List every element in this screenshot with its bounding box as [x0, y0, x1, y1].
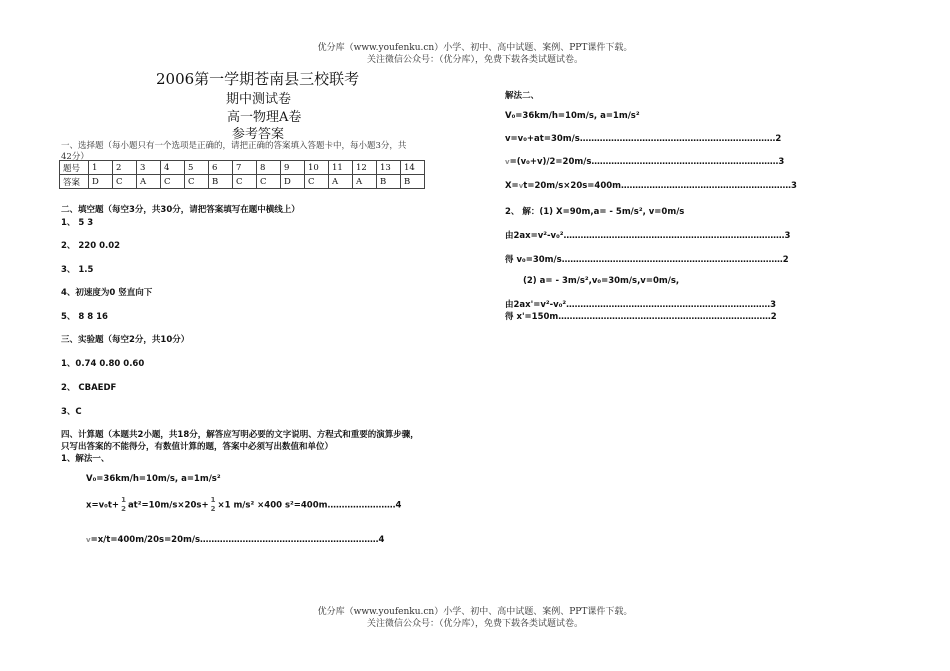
table-cell: C [257, 175, 281, 189]
table-cell: 11 [329, 161, 353, 175]
table-cell: 3 [137, 161, 161, 175]
section4-heading-a: 四、计算题（本题共2小题，共18分，解答应写明必要的文字说明、方程式和重要的演算步骤， [61, 430, 419, 440]
method2-line-3 [505, 157, 784, 167]
table-cell: C [233, 175, 257, 189]
table-cell: A [329, 175, 353, 189]
doc-answer-key-label: 参考答案 [232, 127, 285, 142]
lab-answer-1: 1、0.74 0.80 0.60 [61, 359, 145, 369]
method2-line-4-part-a: X= [505, 181, 519, 191]
doc-title: 2006第一学期苍南县三校联考 [156, 70, 360, 88]
header-line-1: 优分库（www.youfenku.cn）小学、初中、高中试题、案例、PPT课件下载。 [317, 43, 633, 53]
table-cell: 1 [89, 161, 113, 175]
table-cell: C [161, 175, 185, 189]
fraction-denominator: 2 [210, 505, 216, 513]
table-cell: A [353, 175, 377, 189]
lab-answer-3: 3、C [61, 407, 82, 417]
table-cell: 13 [377, 161, 401, 175]
v-bar-symbol: v [505, 158, 510, 166]
table-cell: D [89, 175, 113, 189]
fill-answer-2: 2、 220 0.02 [61, 241, 121, 251]
lab-answer-2: 2、 CBAEDF [61, 383, 117, 393]
problem2-given: 2、 解：(1) X=90m,a= - 5m/s², v=0m/s [505, 207, 685, 217]
method2-line-4-part-b: t=20m/s×20s=400m……………………………………………………3 [523, 181, 797, 191]
table-cell: 6 [209, 161, 233, 175]
table-cell: B [401, 175, 425, 189]
method2-line-3-text: =(v₀+v)/2=20m/s…………………………………………………………3 [509, 157, 785, 167]
table-cell: 9 [281, 161, 305, 175]
fill-answer-3: 3、 1.5 [61, 265, 94, 275]
section1-text-a: 一、选择题（每小题只有一个选项是正确的，请把正确的答案填入答题卡中，每小题3分，共 [61, 141, 407, 151]
footer-line-1: 优分库（www.youfenku.cn）小学、初中、高中试题、案例、PPT课件下载。 [317, 607, 633, 617]
method1-line-3 [86, 535, 384, 545]
table-cell: 2 [113, 161, 137, 175]
v-bar-symbol: v [518, 182, 524, 190]
problem2-eq-2: 由2ax'=v²-v₀²………………………………………………………………3 [505, 300, 777, 310]
fraction-half [121, 496, 126, 514]
problem2-result-2: 得 x'=150m…………………………………………………………………2 [505, 312, 777, 322]
fill-answer-1: 1、 5 3 [61, 218, 94, 228]
section4-heading-b: 只写出答案的不能得分，有数值计算的题，答案中必须写出数值和单位） [61, 442, 334, 452]
fraction-denominator: 2 [121, 505, 126, 513]
table-cell: 5 [185, 161, 209, 175]
fill-answer-4: 4、初速度为0 竖直向下 [61, 288, 153, 298]
table-cell: D [281, 175, 305, 189]
method2-line-1: V₀=36km/h=10m/s, a=1m/s² [505, 111, 640, 121]
table-row-label: 答案 [60, 175, 89, 189]
table-row [60, 161, 425, 175]
method1-line-2-part-b: at²=10m/s×20s+ [127, 500, 209, 511]
footer-line-2: 关注微信公众号：（优分库），免费下载各类试题试卷。 [366, 619, 583, 629]
table-cell: B [209, 175, 233, 189]
method1-line-2-part-c: ×1 m/s² ×400 s²=400m……………………4 [217, 500, 402, 511]
table-cell: C [113, 175, 137, 189]
answer-table [59, 160, 425, 189]
table-cell: C [185, 175, 209, 189]
table-cell: 4 [161, 161, 185, 175]
method1-line-2-part-a: x=v₀t+ [86, 500, 120, 511]
table-cell: C [305, 175, 329, 189]
problem2-result-1: 得 v₀=30m/s……………………………………………………………………2 [505, 255, 789, 265]
header-line-2: 关注微信公众号：（优分库），免费下载各类试题试卷。 [366, 55, 583, 65]
v-bar-symbol: v [86, 536, 91, 544]
table-cell: 8 [257, 161, 281, 175]
doc-subtitle: 期中测试卷 [226, 92, 292, 107]
method2-title: 解法二、 [505, 91, 540, 101]
table-cell: 14 [401, 161, 425, 175]
table-cell: 10 [305, 161, 329, 175]
fraction-numerator: 1 [210, 496, 216, 504]
table-cell: 12 [353, 161, 377, 175]
section3-heading: 三、实验题（每空2分，共10分） [61, 335, 190, 345]
method1-line-2 [86, 496, 401, 514]
section1-text-b: 42分） [61, 152, 89, 162]
table-cell: B [377, 175, 401, 189]
problem2-eq-1: 由2ax=v²-v₀²……………………………………………………………………3 [505, 231, 791, 241]
table-cell: A [137, 175, 161, 189]
method2-line-4 [505, 181, 797, 191]
fraction-half [211, 496, 216, 514]
section2-heading: 二、填空题（每空3分，共30分，请把答案填写在题中横线上） [61, 205, 300, 215]
fill-answer-5: 5、 8 8 16 [61, 312, 108, 322]
fraction-numerator: 1 [121, 496, 126, 504]
doc-subject: 高一物理A卷 [227, 110, 302, 125]
table-cell: 7 [233, 161, 257, 175]
method1-line-3-text: =x/t=400m/20s=20m/s………………………………………………………4 [90, 535, 385, 545]
method1-line-1: V₀=36km/h=10m/s, a=1m/s² [86, 474, 221, 484]
method1-title: 1、解法一、 [61, 454, 110, 464]
problem2-part-2-given: (2) a= - 3m/s²,v₀=30m/s,v=0m/s, [523, 276, 680, 286]
table-row-label: 题号 [60, 161, 89, 175]
method2-line-2: v=v₀+at=30m/s……………………………………………………………2 [505, 134, 782, 144]
table-row [60, 175, 425, 189]
